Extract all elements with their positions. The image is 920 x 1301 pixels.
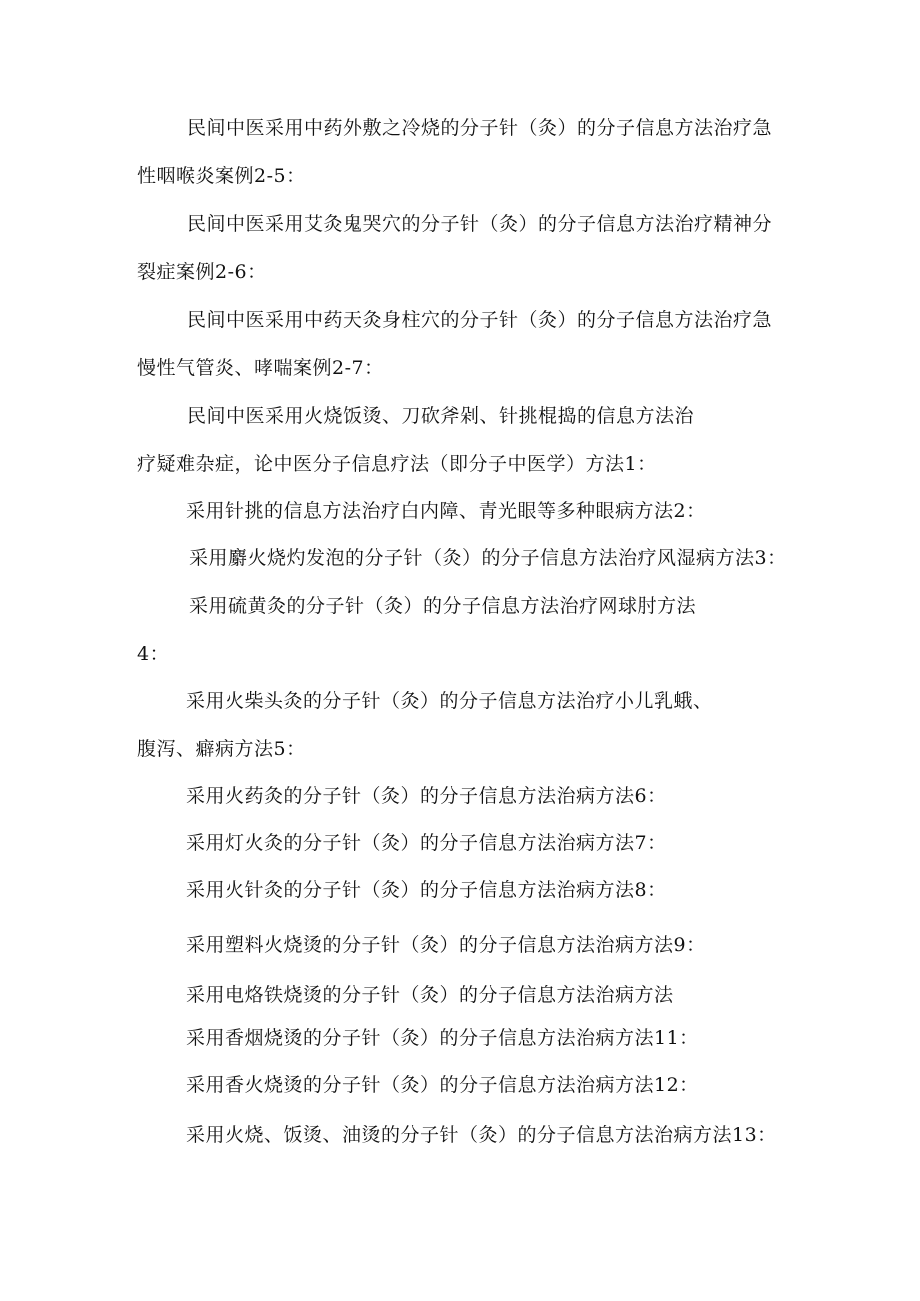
paragraph-line-22: 采用火烧、饭烫、油烫的分子针（灸）的分子信息方法治病方法13： <box>186 1124 777 1146</box>
paragraph-line-17: 采用火针灸的分子针（灸）的分子信息方法治病方法8： <box>186 879 667 901</box>
paragraph-line-8: 疗疑难杂症，论中医分子信息疗法（即分子中医学）方法1： <box>137 453 657 475</box>
paragraph-line-15: 采用火药灸的分子针（灸）的分子信息方法治病方法6： <box>186 785 667 807</box>
paragraph-line-5: 民间中医采用中药天灸身柱穴的分子针（灸）的分子信息方法治疗急 <box>187 309 773 331</box>
paragraph-line-11: 采用硫黄灸的分子针（灸）的分子信息方法治疗网球肘方法 <box>189 595 697 617</box>
paragraph-line-6: 慢性气管炎、哮喘案例2-7： <box>137 357 384 379</box>
paragraph-line-16: 采用灯火灸的分子针（灸）的分子信息方法治病方法7： <box>186 832 667 854</box>
paragraph-line-21: 采用香火烧烫的分子针（灸）的分子信息方法治病方法12： <box>186 1074 699 1096</box>
paragraph-line-13: 采用火柴头灸的分子针（灸）的分子信息方法治疗小儿乳蛾、 <box>186 690 713 712</box>
paragraph-line-2: 性咽喉炎案例2-5： <box>137 165 306 187</box>
paragraph-line-19: 采用电烙铁烧烫的分子针（灸）的分子信息方法治病方法 <box>186 984 674 1006</box>
paragraph-line-1: 民间中医采用中药外敷之冷烧的分子针（灸）的分子信息方法治疗急 <box>187 117 773 139</box>
paragraph-line-12: 4： <box>137 643 170 665</box>
paragraph-line-4: 裂症案例2-6： <box>137 261 267 283</box>
paragraph-line-3: 民间中医采用艾灸鬼哭穴的分子针（灸）的分子信息方法治疗精神分 <box>187 213 773 235</box>
paragraph-line-7: 民间中医采用火烧饭烫、刀砍斧剁、针挑棍捣的信息方法治 <box>187 405 695 427</box>
paragraph-line-9: 采用针挑的信息方法治疗白内障、青光眼等多种眼病方法2： <box>186 500 706 522</box>
paragraph-line-20: 采用香烟烧烫的分子针（灸）的分子信息方法治病方法11： <box>186 1027 699 1049</box>
paragraph-line-10: 采用麝火烧灼发泡的分子针（灸）的分子信息方法治疗风湿病方法3： <box>189 547 787 569</box>
paragraph-line-14: 腹泻、癖病方法5： <box>137 738 306 760</box>
paragraph-line-18: 采用塑料火烧烫的分子针（灸）的分子信息方法治病方法9： <box>186 934 706 956</box>
